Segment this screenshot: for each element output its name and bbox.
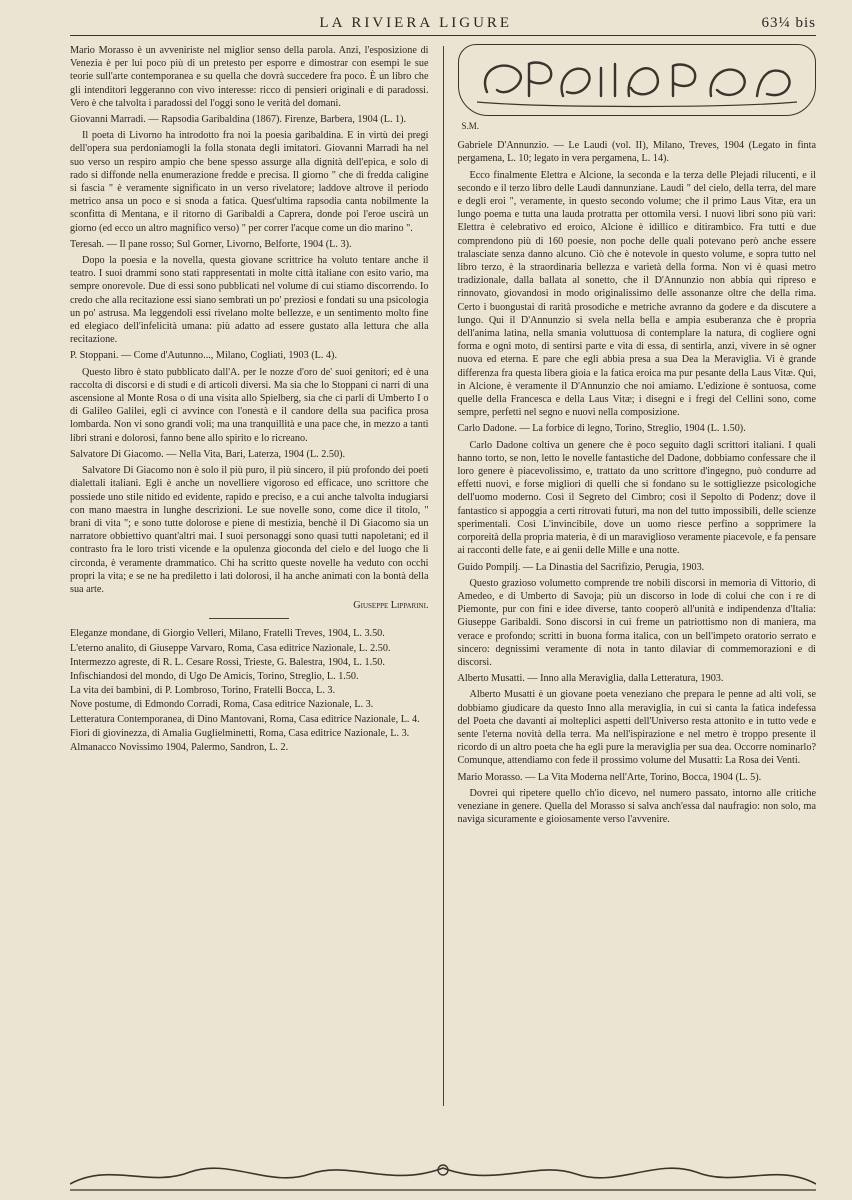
book-entry: Carlo Dadone. — La forbice di legno, Torino, Streglio, 1904 (L. 1.50). — [457, 423, 746, 435]
section-divider — [209, 618, 289, 619]
book-entry: Giovanni Marradi. — Rapsodia Garibaldina (1867). Firenze, Barbera, 1904 (L. 1). — [70, 114, 407, 126]
book-entry: Mario Morasso. — La Vita Moderna nell'Arte, Torino, Bocca, 1904 (L. 5). — [457, 771, 762, 783]
paragraph: Il poeta di Livorno ha introdotto fra noi la poesia garibaldina. E in virtù dei pregi dell'opera sua perdoniamogli la folla stonata degli imitatori. Giovanni Marradi ha nel suo verso un respiro ampio che bene spesso assurge alla dignità dell'epica, e solo di rado si diffonde nella enumerazione fredde e precisa. Il giorno " che di fredda caligine si fascia " è veramente significato in un verso rivelatore; laddove altrove il periodo metrico ansa un poco e si snoda a fatica. Quest'ultima rapsodia canta nobilmente la sconfitta di Mentana, e il ritorno di Garibaldi a Caprera, donde poi l'eroe uscirà un giorno (ed ecco un altro magnifico verso) " per correr l'acque come un dio marino ". — [70, 130, 429, 234]
book-entry: Teresah. — Il pane rosso; Sul Gorner, Livorno, Belforte, 1904 (L. 3). — [70, 238, 352, 250]
paragraph: Mario Morasso è un avveniriste nel miglior senso della parola. Anzi, l'esposizione di Venezia è per lui poco più di un pretesto per esporre e dimostrar con esempi le sue teorie sull'arte contemporanea e su quella che dovrà succedere fra poco. È un libro che gli intenditori leggeranno con vivo interesse: ricco di pensieri originali e di paradossi. Vero è che talvolta i paradossi del l'oggi sono le verità del domani. — [70, 45, 429, 109]
book-entry: Guido Pompilj. — La Dinastia del Sacrifizio, Perugia, 1903. — [457, 561, 705, 573]
book-entry: Alberto Musatti. — Inno alla Meraviglia, dalla Letteratura, 1903. — [457, 673, 724, 685]
masthead-signature: S.M. — [461, 121, 480, 131]
listing-item: Fiori di giovinezza, di Amalia Guglielminetti, Roma, Casa editrice Nazionale, L. 3. — [70, 727, 410, 739]
paragraph: Dopo la poesia e la novella, questa giovane scrittrice ha voluto tentare anche il teatro. I suoi drammi sono stati rappresentati in molte città italiane con esito vario, ma sempre onorevole. Due di essi sono pubblicati nel volume di cui stiamo discorrendo. Io credo che alla recitazione essi siano sembrati un po' preziosi e fondati su una psicologia un po' astrusa. Ma leggendoli essi rivelano molte bellezze, e un sentimento molto fine ed elegiaco dell'infelicità umana: più adatto ad essere gustato alla lettura che alla recitazione. — [70, 255, 429, 346]
book-entry: Gabriele D'Annunzio. — Le Laudi (vol. II), Milano, Treves, 1904 (Legato in finta pergamena, L. 10; legato in vera pergamena, L. 14). — [457, 140, 816, 165]
page-number: 63¼ bis — [761, 15, 816, 31]
paragraph: Questo grazioso volumetto comprende tre nobili discorsi in memoria di Vittorio, di Amedeo, e di Umberto di Savoja; più un discorso in lode di colui che con i re di Piemonte, pur con fini e idee diverse, tanto cooperò all'unità e indipendenza d'Italia: Giuseppe Garibaldi. Sono discorsi in cui freme un patriottismo non di maniera, ma verace e profondo; scritti in buona forma italica, con un bell'impeto oratorio serrato e sincero: degnissimi veramente di nota in tanto dilaviar di commemorazioni e di discorsi. — [457, 577, 816, 668]
listing-item: La vita dei bambini, di P. Lombroso, Torino, Fratelli Bocca, L. 3. — [70, 685, 336, 697]
listing-item: Infischiandosi del mondo, di Ugo De Amicis, Torino, Streglio, L. 1.50. — [70, 670, 359, 682]
right-column — [458, 44, 817, 1106]
paragraph: Carlo Dadone coltiva un genere che è poco seguito dagli scrittori italiani. I quali hanno torto, se non, letto le novelle fantastiche del Dadone, dobbiamo confessare che il loro genere è piacevolissimo, e, trattato da uno scrittore d'ingegno, può condurre ad effetti nuovi, e forse migliori di quelli che si fondano su le sottigliezze psicologiche dell'uomo moderno. Così il Segreto del Cimbro; così il Sepolto di Podenz; dove il fantastico si appoggia a certi ritrovati futuri, ma non del tutto impossibili, delle scienze sperimentali. Così L'invincibile, dove un uomo riesce perfino a sopprimere la corporeità della propria materia, è di un maraviglioso veramente piacevole, e fa pensare ai racconti delle fate, e ai genii delle Mille e una notte. — [457, 439, 816, 557]
listing-item: L'eterno analito, di Giuseppe Varvaro, Roma, Casa editrice Nazionale, L. 2.50. — [70, 642, 391, 654]
book-entry: Salvatore Di Giacomo. — Nella Vita, Bari, Laterza, 1904 (L. 2.50). — [70, 448, 346, 460]
header-title: LA RIVIERA LIGURE — [319, 15, 513, 31]
floral-border-icon — [70, 1158, 816, 1192]
masthead-ornament — [458, 44, 817, 116]
paragraph: Dovrei qui ripetere quello ch'io dicevo, nel numero passato, intorno alle critiche veneziane in genere. Quella del Morasso si salva anch'essa dal naufragio: non solo, ma naviga sicuramente e gioiosamente verso l'avvenire. — [457, 787, 816, 826]
paragraph: Alberto Musatti è un giovane poeta veneziano che prepara le penne ad alti voli, se dobbiamo giudicare da questo Inno alla meraviglia, in cui si canta la fatica indefessa del Poeta che davanti ai molteplici aspetti dell'Universo resta attonito e in tutto vede e sente l'eterna novità della terra. Ma nell'ispirazione e nel metro è troppo presente il ricordo di un altro poeta che ha egli pure la meraviglia per sua dea. Occorre nominarlo? Comunque, attendiamo con fede il prossimo volume del Musatti: La Rosa dei Venti. — [457, 689, 816, 767]
paragraph: Salvatore Di Giacomo non è solo il più puro, il più sincero, il più profondo dei poeti dialettali italiani. Egli è anche un novelliere vigoroso ed efficace, uno scrittore che possiede uno stile nitido ed evidente, rapido e preciso, e a cui anche talvolta indugiarsi con mano maestra in lunghe descrizioni. Le sue novelle sono, come dice il titolo, " brani di vita "; e sono tutte dolorose e piene di mestizia, benchè il Di Giacomo sia un narratore obbiettivo quant'altri mai. I suoi personaggi sono quasi tutti napoletani; ed il contrasto fra le loro tristi vicende e la opulenza gioconda del cielo e del luogo che li circonda, è veramente drammatico. Chi ha scritto queste novelle ha veduto con occhi propri la vita; e se ne ha prediletto i lati dolorosi, il ha anche animati con la bontà della sua arte. — [70, 465, 429, 595]
left-column — [70, 44, 429, 1106]
listing-item: Nove postume, di Edmondo Corradi, Roma, Casa editrice Nazionale, L. 3. — [70, 699, 374, 711]
listing-item: Letteratura Contemporanea, di Dino Mantovani, Roma, Casa editrice Nazionale, L. 4. — [70, 713, 420, 725]
signature: Giuseppe Lipparini. — [353, 600, 429, 612]
listing-item: Eleganze mondane, di Giorgio Velleri, Milano, Fratelli Treves, 1904, L. 3.50. — [70, 628, 385, 640]
column-divider — [443, 46, 444, 1106]
footer-ornament — [70, 1158, 816, 1192]
paragraph: Ecco finalmente Elettra e Alcione, la seconda e la terza delle Plejadi rilucenti, e il secondo e il terzo libro delle Laudi dannunziane. Laudi " del cielo, della terra, del mare e degli eroi ", veramente, in questo secondo volume; che il primo Laus Vitæ, era un lungo poema e tutta una lauda protratta per ottomila versi. I nuovi libri sono più vari: Elettra è celebrativo ed eroico, Alcione è idillico e ditirambico. Fra tutti e due comprendono più di 160 poesie, non poche delle quali potevano però anche essere tralasciate senza danno alcuno. Ciò che è notevole in questo volume, e sopra tutto nel libro terzo, è la straordinaria bellezza e varietà della forma. Non vi è quasi metro tradizionale, dalla ballata al sonetto, che il D'Annunzio non abbia qui ripreso e rinnovato, giovandosi in modo originalissimo delle assonanze oltre che della rima. Certo i buongustai di rarità prosodiche e metriche avranno da godere e da discutere a lungo. Qui il D'Annunzio si svela nella bella e ampia esuberanza che è propria dell'anima latina, nella smania voluttuosa di contemplare la natura, di cogliere ogni forma e ogni moto, di sentirsi parte e vita di essa, di sentirla, anzi, vivere in sè ogner nuova ed eterna. E pare che egli abbia presa a sua Dea la Meraviglia. Vi è grande differenza fra questa libera gioia e la fatica eroica ma pur pesante della Laus Vitæ. Qui, in Alcione, è veramente il D'Annunzio che noi amiamo. L'edizione è sontuosa, come quelle della Francesca e della Laus Vitæ; i disegni e i fregi del Cellini sono, come sempre, perfetti nel segno e nuovi nella composizione. — [457, 169, 816, 419]
book-entry: P. Stoppani. — Come d'Autunno..., Milano, Cogliati, 1903 (L. 4). — [70, 350, 337, 362]
page-header — [70, 10, 816, 32]
paragraph: Questo libro è stato pubblicato dall'A. per le nozze d'oro de' suoi genitori; ed è una raccolta di discorsi e di studi e di articoli diversi. Ma sia che lo Stoppani ci narri di una ascensione al Monte Rosa o di una visita allo Spielberg, sia che ci parli di Umberto I o di Galileo Galilei, egli ci avvince con l'onestà e il candore della sua pacifica prosa lombarda. Non vi sono grandi voli; ma una tranquillità e una pace che, in mezzo a tanti libri strani e dolorosi, fanno bene allo spirito e lo ricreano. — [70, 366, 429, 444]
header-rule — [70, 35, 816, 36]
decorative-title-icon — [467, 50, 807, 110]
columns — [70, 44, 816, 1106]
listing-item: Almanacco Novissimo 1904, Palermo, Sandron, L. 2. — [70, 741, 289, 753]
listing-item: Intermezzo agreste, di R. L. Cesare Rossi, Trieste, G. Balestra, 1904, L. 1.50. — [70, 656, 385, 668]
